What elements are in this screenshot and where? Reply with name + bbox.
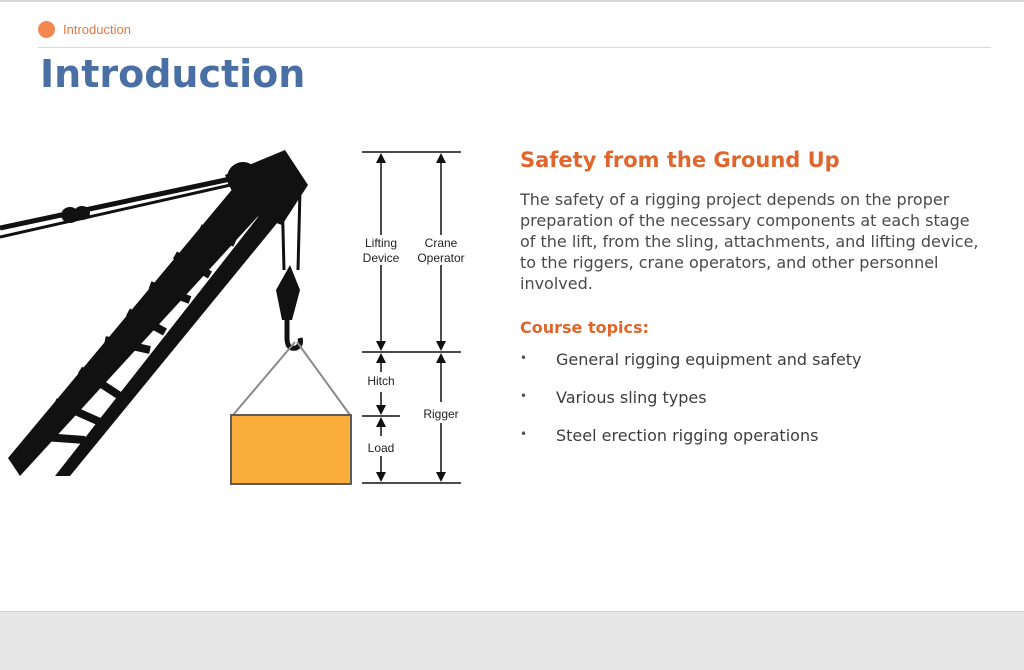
bullet-icon: •: [520, 351, 528, 365]
page-title: Introduction: [40, 52, 306, 96]
intro-paragraph: The safety of a rigging project depends on the proper preparation of the necessary components at each stage of the lift, from the sling, attachments, and lifting device, to the riggers, crane operators, and other personnel involved.: [520, 190, 979, 293]
topic-label: Various sling types: [556, 388, 707, 407]
label-lifting-line2: Device: [362, 251, 400, 265]
player-footer-bar: [0, 611, 1024, 670]
load-box: [231, 415, 351, 484]
crane-diagram-svg: [0, 140, 470, 500]
bullet-icon: •: [520, 427, 528, 441]
list-item: [520, 421, 990, 459]
sling: [233, 342, 295, 415]
breadcrumb: [38, 21, 131, 38]
pendant-fitting: [74, 206, 90, 220]
top-border: [0, 0, 1024, 2]
dimension-arrows: [376, 153, 446, 482]
label-crane-line2: Operator: [417, 251, 465, 265]
label-load: Load: [367, 441, 395, 455]
hook-block: [276, 265, 300, 320]
label-lifting-line1: Lifting: [364, 236, 398, 250]
boom-sheave: [227, 162, 259, 194]
dimension-lines: [362, 152, 461, 483]
topics-list: [520, 345, 990, 459]
boom-chord: [8, 180, 262, 476]
label-rigger: Rigger: [423, 407, 459, 421]
label-hitch: Hitch: [367, 374, 395, 388]
crane-diagram: [0, 140, 470, 500]
label-crane-line1: Crane: [424, 236, 458, 250]
header-divider: [38, 47, 991, 48]
pendant-line: [0, 178, 235, 228]
topics-heading: Course topics:: [520, 318, 649, 337]
topic-label: Steel erection rigging operations: [556, 426, 819, 445]
section-heading: Safety from the Ground Up: [520, 148, 840, 172]
content-panel: [520, 148, 990, 459]
list-item: [520, 383, 990, 421]
breadcrumb-dot-icon: [38, 21, 55, 38]
sling: [297, 342, 350, 415]
bullet-icon: •: [520, 389, 528, 403]
breadcrumb-label[interactable]: Introduction: [63, 22, 131, 37]
topic-label: General rigging equipment and safety: [556, 350, 862, 369]
list-item: [520, 345, 990, 383]
